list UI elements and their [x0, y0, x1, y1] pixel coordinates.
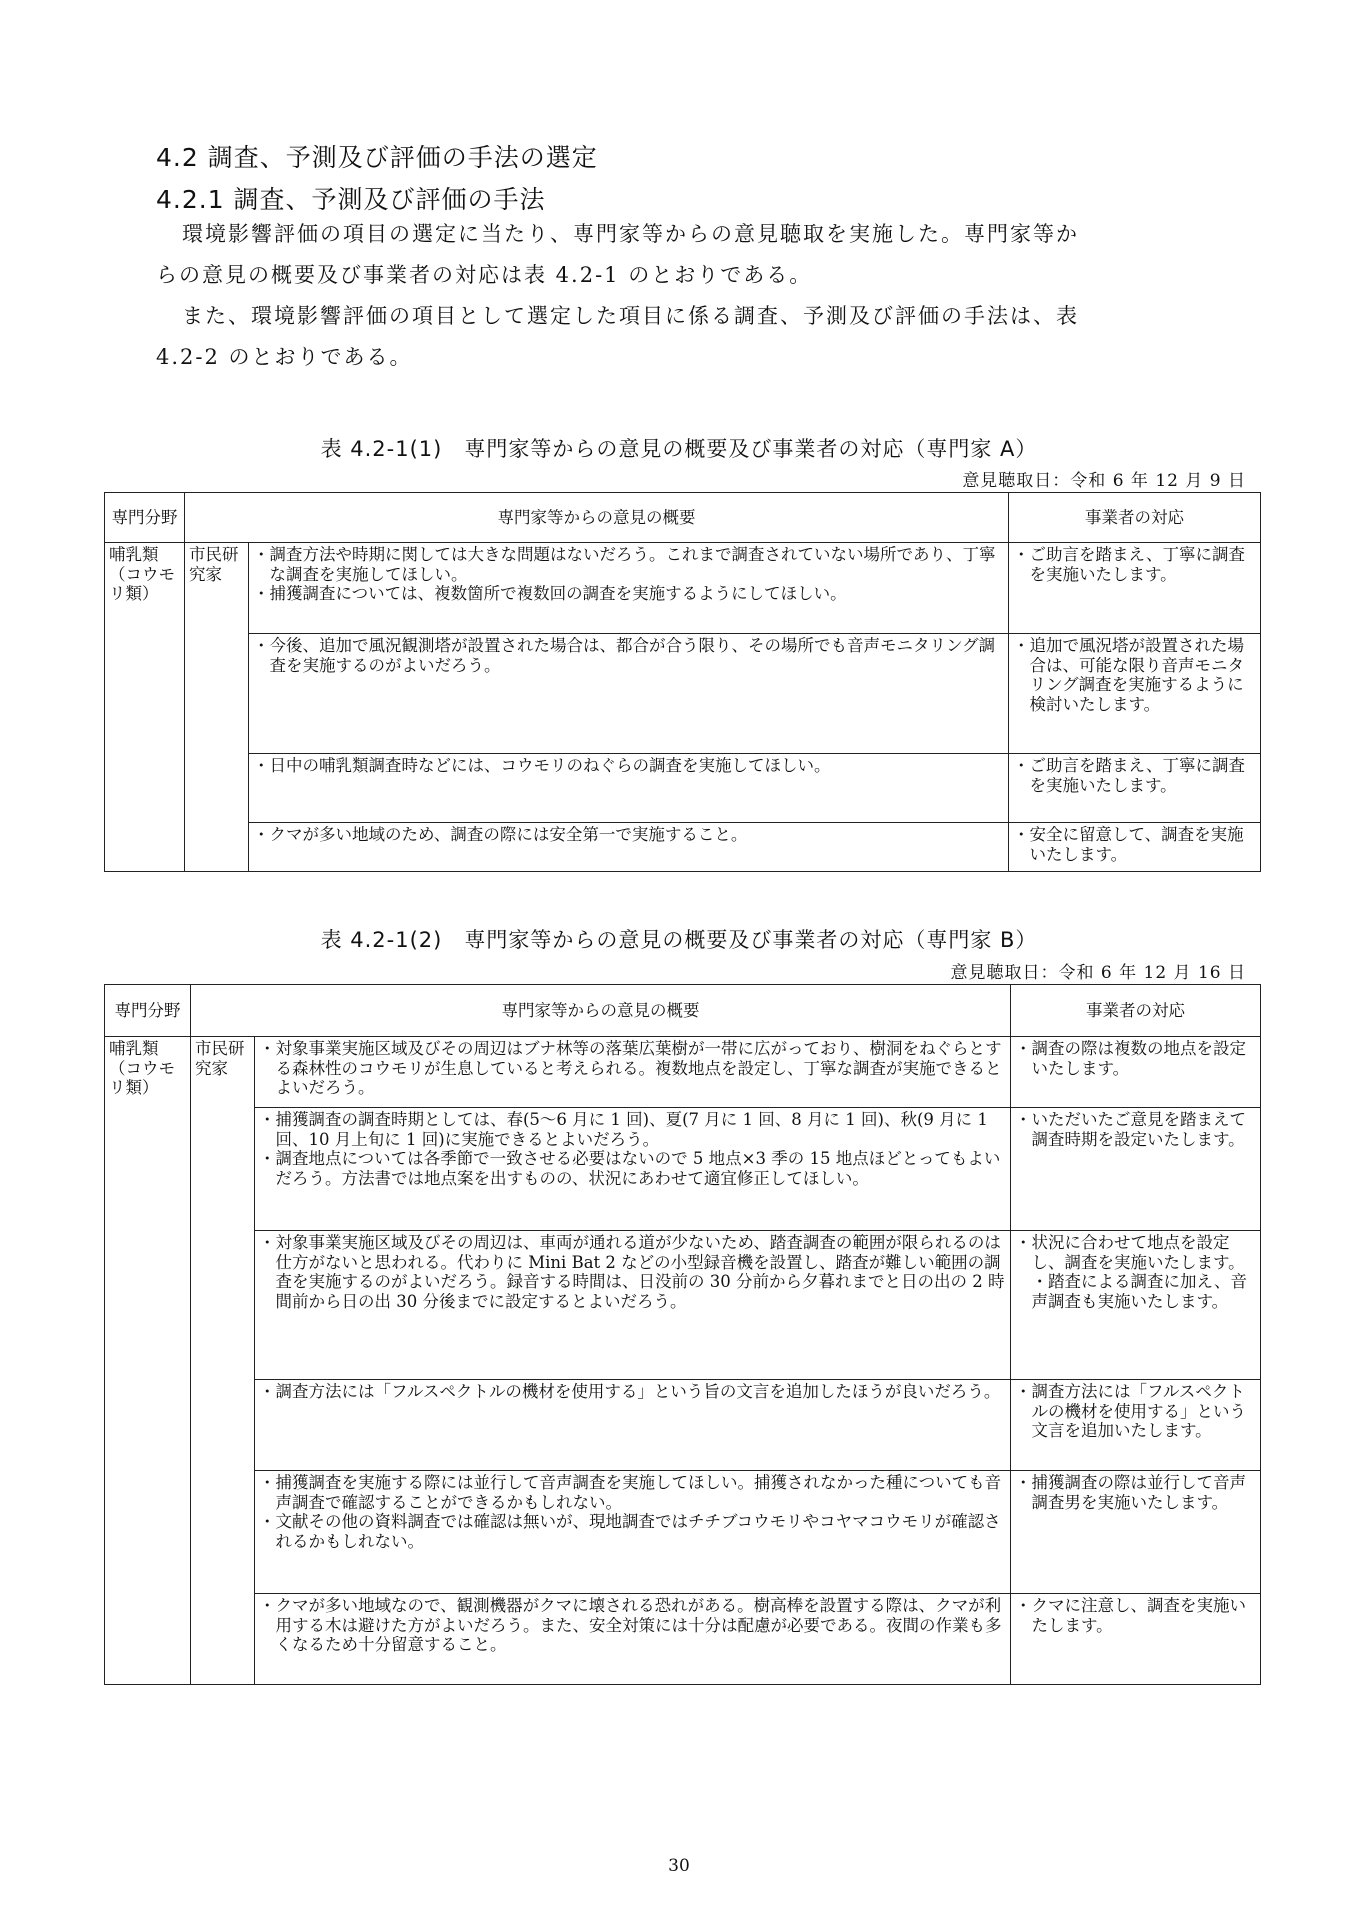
response-item: ・状況に合わせて地点を設定し、調査を実施いたします。 ・踏査による調査に加え、音声調査も実施いたします。 [1015, 1233, 1247, 1311]
opinion-cell [255, 1231, 1011, 1380]
response-cell [1011, 1108, 1261, 1231]
opinion-cell [249, 543, 1009, 634]
response-item: ・安全に留意して、調査を実施いたします。 [1013, 825, 1244, 864]
response-item: ・いただいたご意見を踏まえて調査時期を設定いたします。 [1015, 1110, 1246, 1149]
opinion-cell [249, 634, 1009, 754]
header-response: 事業者の対応 [1011, 985, 1261, 1037]
opinion-item: ・日中の哺乳類調査時などには、コウモリのねぐらの調査を実施してほしい。 [253, 756, 831, 775]
table-a-body [105, 543, 1261, 872]
opinion-item: ・調査方法や時期に関しては大きな問題はないだろう。これまで調査されていない場所であり、丁寧な調査を実施してほしい。 [253, 545, 996, 584]
response-item: ・クマに注意し、調査を実施いたします。 [1015, 1596, 1246, 1635]
response-item: ・追加で風況塔が設置された場合は、可能な限り音声モニタリング調査を実施するように検討いたします。 [1013, 636, 1244, 714]
header-field: 専門分野 [105, 985, 191, 1037]
opinion-cell [249, 823, 1009, 872]
response-cell [1009, 754, 1261, 823]
table-a-caption: 表 4.2-1(1) 専門家等からの意見の概要及び事業者の対応（専門家 A） [320, 437, 1038, 461]
response-cell [1011, 1380, 1261, 1471]
header-response: 事業者の対応 [1009, 493, 1261, 543]
header-field: 専門分野 [105, 493, 185, 543]
expert-field: 哺乳類（コウモリ類） [105, 1037, 191, 1685]
opinion-item: ・クマが多い地域なので、観測機器がクマに壊される恐れがある。樹高棒を設置する際は、クマが利用する木は避けた方がよいだろう。また、安全対策には十分は配慮が必要である。夜間の作業も多くなるため十分留意すること。 [259, 1596, 1002, 1654]
opinion-cell [255, 1108, 1011, 1231]
opinion-item: ・調査地点については各季節で一致させる必要はないので 5 地点×3 季の 15 地点ほどとってもよいだろう。方法書では地点案を出すものの、状況にあわせて適宜修正してほしい。 [259, 1149, 1001, 1188]
response-item: ・調査方法には「フルスペクトルの機材を使用する」という文言を追加いたします。 [1015, 1382, 1246, 1440]
response-cell [1009, 823, 1261, 872]
paragraph-line: 4.2-2 のとおりである。 [156, 345, 413, 369]
header-summary: 専門家等からの意見の概要 [185, 493, 1009, 543]
expert-role: 市民研究家 [185, 543, 249, 872]
opinion-item: ・対象事業実施区域及びその周辺は、車両が通れる道が少ないため、踏査調査の範囲が限られるのは仕方がないと思われる。代わりに Mini Bat 2 などの小型録音機を設置し、踏査が難しい範囲の調査を実施するのがよいだろう。録音する時間は、日没前の 30 分前から夕暮れまでと日の出の 2 時間前から日の出 30 分後までに設定するとよいだろう。 [259, 1233, 1005, 1311]
response-item: ・ご助言を踏まえ、丁寧に調査を実施いたします。 [1013, 545, 1245, 584]
opinion-cell [255, 1380, 1011, 1471]
response-cell [1009, 543, 1261, 634]
opinion-item: ・文献その他の資料調査では確認は無いが、現地調査ではチチブコウモリやコヤマコウモリが確認されるかもしれない。 [259, 1512, 1001, 1551]
opinion-cell [255, 1594, 1011, 1685]
opinion-cell [249, 754, 1009, 823]
paragraph-line: また、環境影響評価の項目として選定した項目に係る調査、予測及び評価の手法は、表 [182, 304, 1079, 328]
subsection-heading: 4.2.1 調査、予測及び評価の手法 [156, 185, 546, 214]
opinion-cell [255, 1471, 1011, 1594]
table-b-caption: 表 4.2-1(2) 専門家等からの意見の概要及び事業者の対応（専門家 B） [320, 928, 1038, 952]
response-item: ・ご助言を踏まえ、丁寧に調査を実施いたします。 [1013, 756, 1245, 795]
response-item: ・捕獲調査の際は並行して音声調査男を実施いたします。 [1015, 1473, 1246, 1512]
response-cell [1011, 1037, 1261, 1108]
table-b-date: 意見聴取日：令和 6 年 12 月 16 日 [950, 963, 1246, 983]
opinion-item: ・調査方法には「フルスペクトルの機材を使用する」という旨の文言を追加したほうが良いだろう。 [259, 1382, 1001, 1401]
paragraph-line: 環境影響評価の項目の選定に当たり、専門家等からの意見聴取を実施した。専門家等か [182, 222, 1079, 246]
intro-paragraph-1 [156, 214, 1242, 296]
expert-role: 市民研究家 [191, 1037, 255, 1685]
response-cell [1011, 1471, 1261, 1594]
opinion-cell [255, 1037, 1011, 1108]
section-heading: 4.2 調査、予測及び評価の手法の選定 [156, 143, 598, 172]
opinion-item: ・対象事業実施区域及びその周辺はブナ林等の落葉広葉樹が一帯に広がっており、樹洞をねぐらとする森林性のコウモリが生息していると考えられる。複数地点を設定し、丁寧な調査が実施できるとよいだろう。 [259, 1039, 1002, 1097]
response-item: ・調査の際は複数の地点を設定いたします。 [1015, 1039, 1246, 1078]
opinion-item: ・捕獲調査を実施する際には並行して音声調査を実施してほしい。捕獲されなかった種についても音声調査で確認することができるかもしれない。 [259, 1473, 1002, 1512]
opinion-item: ・捕獲調査については、複数箇所で複数回の調査を実施するようにしてほしい。 [253, 584, 847, 603]
response-cell [1011, 1231, 1261, 1380]
table-b [104, 984, 1261, 1685]
table-a [104, 492, 1261, 872]
response-cell [1011, 1594, 1261, 1685]
opinion-item: ・クマが多い地域のため、調査の際には安全第一で実施すること。 [253, 825, 748, 844]
table-a-date: 意見聴取日：令和 6 年 12 月 9 日 [962, 471, 1246, 491]
page-number: 30 [668, 1856, 690, 1876]
response-cell [1009, 634, 1261, 754]
table-b-body [105, 1037, 1261, 1685]
intro-paragraph-2 [156, 296, 1242, 378]
opinion-item: ・捕獲調査の調査時期としては、春(5～6 月に 1 回)、夏(7 月に 1 回、8 月に 1 回)、秋(9 月に 1 回、10 月上旬に 1 回)に実施できるとよいだろう。 [259, 1110, 988, 1149]
header-summary: 専門家等からの意見の概要 [191, 985, 1011, 1037]
opinion-item: ・今後、追加で風況観測塔が設置された場合は、都合が合う限り、その場所でも音声モニタリング調査を実施するのがよいだろう。 [253, 636, 996, 675]
expert-field: 哺乳類（コウモリ類） [105, 543, 185, 872]
paragraph-line: らの意見の概要及び事業者の対応は表 4.2-1 のとおりである。 [156, 263, 813, 287]
